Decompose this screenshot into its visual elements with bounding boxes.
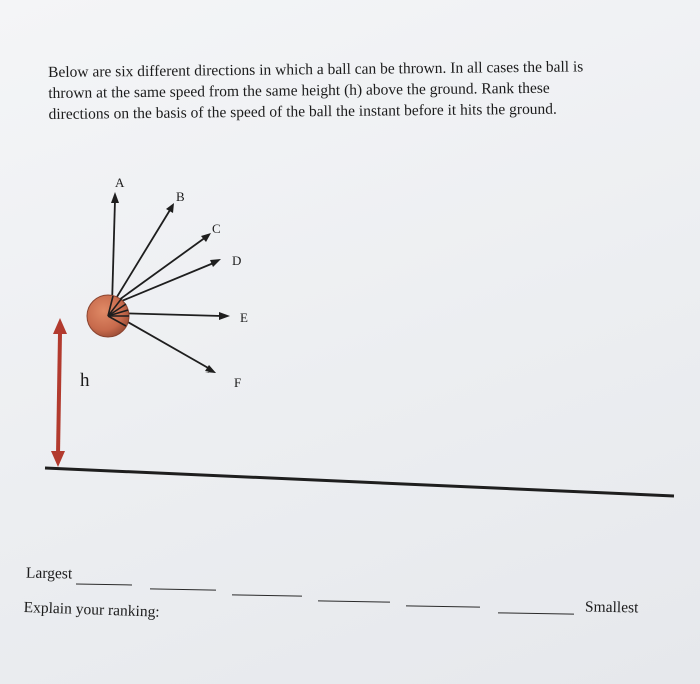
question-line-1: Below are six different directions in which a ball can be thrown. In all cases the ball is [48,58,584,81]
ground-line [45,468,674,496]
arrowhead-e [219,312,230,320]
label-c: C [212,221,221,236]
smallest-label: Smallest [584,598,639,617]
label-a: A [115,175,125,190]
label-b: B [176,189,185,204]
label-d: D [232,253,242,268]
height-label: h [80,370,90,391]
height-arrow [51,318,67,467]
label-e: E [240,310,248,325]
label-f: F [234,375,242,390]
arrow-b [112,210,170,305]
arrowhead-c [201,233,211,242]
arrowhead-a [111,192,119,203]
largest-label: Largest [25,564,73,583]
explain-label: Explain your ranking: [23,599,160,621]
arrowhead-d [210,259,221,267]
question-line-3: directions on the basis of the speed of the ball the instant before it hits the ground. [48,100,557,123]
question-line-2: thrown at the same speed from the same height (h) above the ground. Rank these [48,79,550,102]
arrow-a [112,200,115,305]
